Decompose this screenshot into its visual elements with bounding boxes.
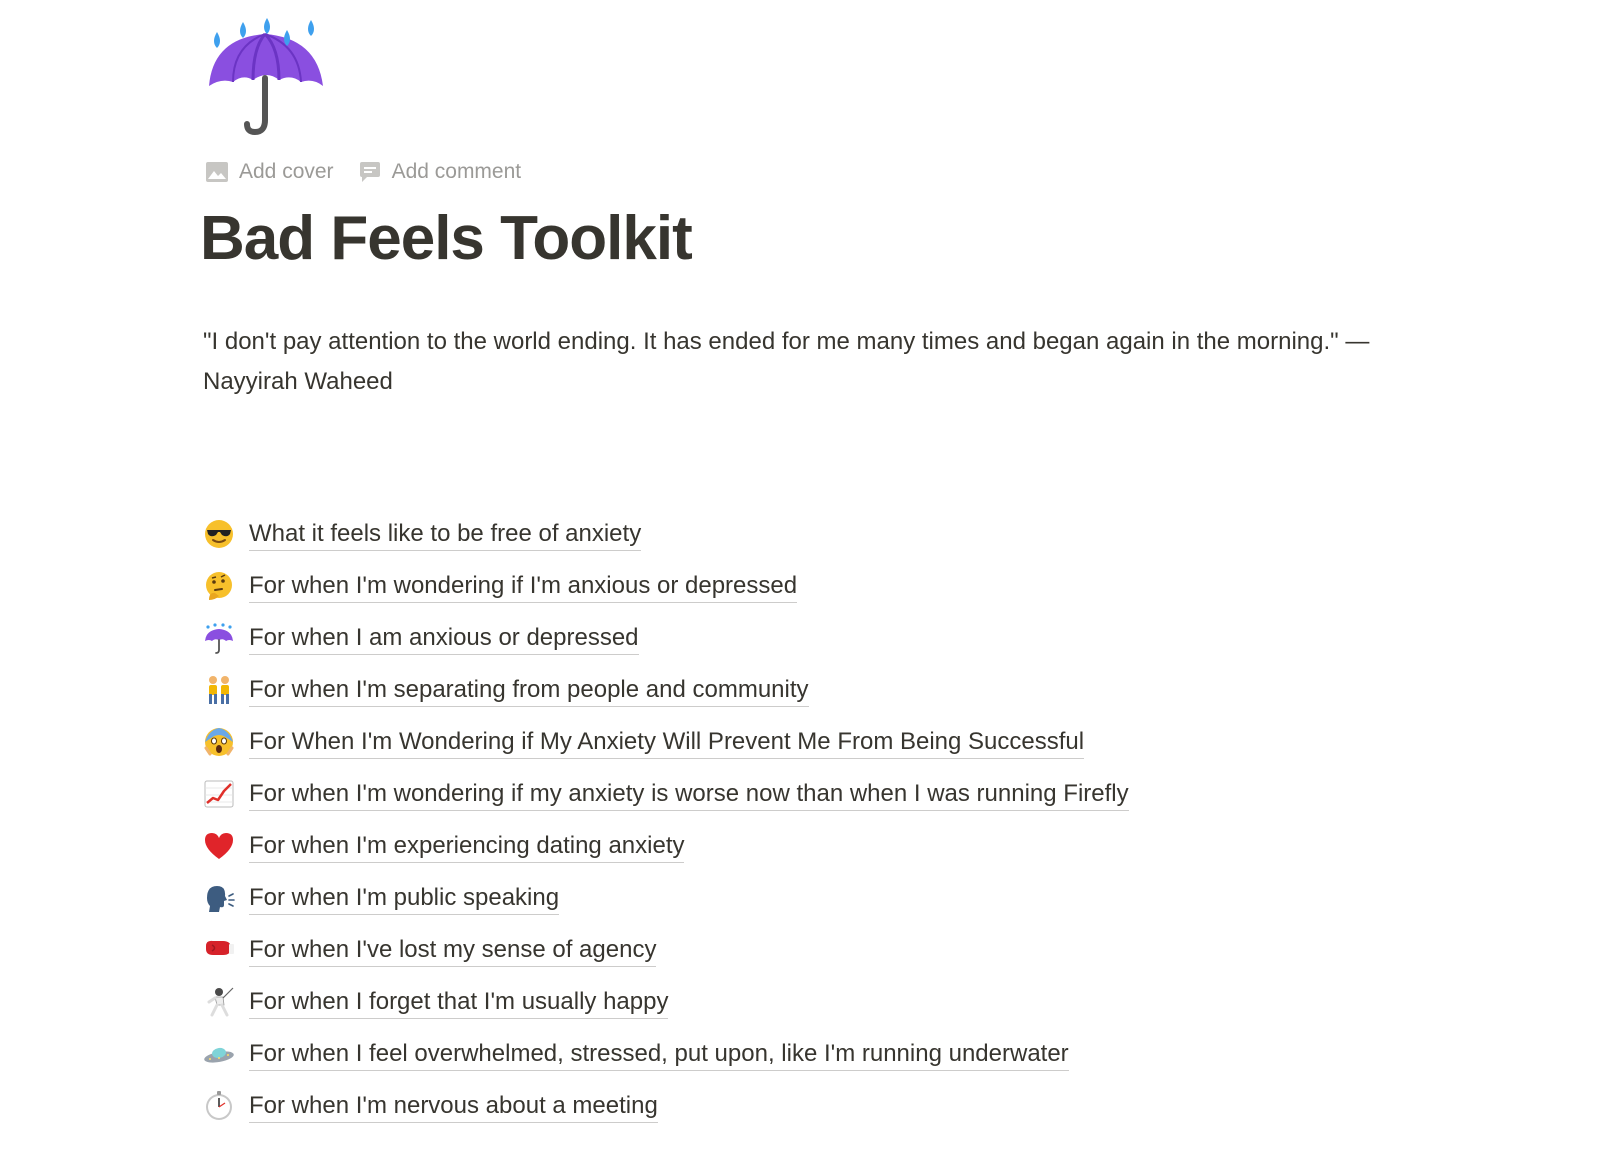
page-link-label: For when I'm experiencing dating anxiety [249, 830, 684, 863]
page-link-label: For when I'm separating from people and community [249, 674, 809, 707]
page-link[interactable] [203, 976, 1403, 1028]
page-link[interactable] [203, 664, 1403, 716]
two-people-icon [203, 674, 235, 706]
page-link-label: For when I forget that I'm usually happy [249, 986, 668, 1019]
flying-saucer-icon [203, 1038, 235, 1070]
page-link[interactable] [203, 508, 1403, 560]
page-actions [203, 155, 543, 189]
add-cover-label: Add cover [239, 160, 334, 183]
add-cover-button[interactable] [203, 158, 340, 186]
page-link[interactable] [203, 1080, 1403, 1132]
umbrella-with-rain-icon[interactable] [203, 8, 333, 138]
page-link-label: For when I'm public speaking [249, 882, 559, 915]
page-link[interactable] [203, 560, 1403, 612]
comment-icon [358, 160, 382, 184]
page-link[interactable] [203, 612, 1403, 664]
page-link[interactable] [203, 768, 1403, 820]
screaming-face-icon [203, 726, 235, 758]
page-link[interactable] [203, 1028, 1403, 1080]
page-link-label: For when I'm wondering if I'm anxious or depressed [249, 570, 797, 603]
page-link-label: For when I am anxious or depressed [249, 622, 639, 655]
page-link[interactable] [203, 716, 1403, 768]
quote-text[interactable]: "I don't pay attention to the world ending. It has ended for me many times and began again in the morning." — Nayyirah Waheed [203, 328, 1370, 395]
sunglasses-face-icon [203, 518, 235, 550]
stopwatch-icon [203, 1090, 235, 1122]
page-link-label: For when I'm nervous about a meeting [249, 1090, 658, 1123]
fencer-icon [203, 986, 235, 1018]
thinking-face-icon [203, 570, 235, 602]
red-heart-icon [203, 830, 235, 862]
chart-increasing-icon [203, 778, 235, 810]
page-links-list [203, 508, 1403, 1132]
page-title[interactable]: Bad Feels Toolkit [200, 204, 692, 273]
page-link[interactable] [203, 872, 1403, 924]
page-link-label: What it feels like to be free of anxiety [249, 518, 641, 551]
page-link[interactable] [203, 820, 1403, 872]
add-comment-label: Add comment [391, 160, 522, 183]
boxing-glove-icon [203, 934, 235, 966]
add-comment-button[interactable] [356, 158, 528, 186]
page-link-label: For when I feel overwhelmed, stressed, put upon, like I'm running underwater [249, 1038, 1069, 1071]
page-link-label: For When I'm Wondering if My Anxiety Will Prevent Me From Being Successful [249, 726, 1084, 759]
page-link[interactable] [203, 924, 1403, 976]
umbrella-rain-icon [203, 622, 235, 654]
image-icon [205, 160, 229, 184]
page-link-label: For when I've lost my sense of agency [249, 934, 656, 967]
speaking-head-icon [203, 882, 235, 914]
page-link-label: For when I'm wondering if my anxiety is worse now than when I was running Firefly [249, 778, 1129, 811]
